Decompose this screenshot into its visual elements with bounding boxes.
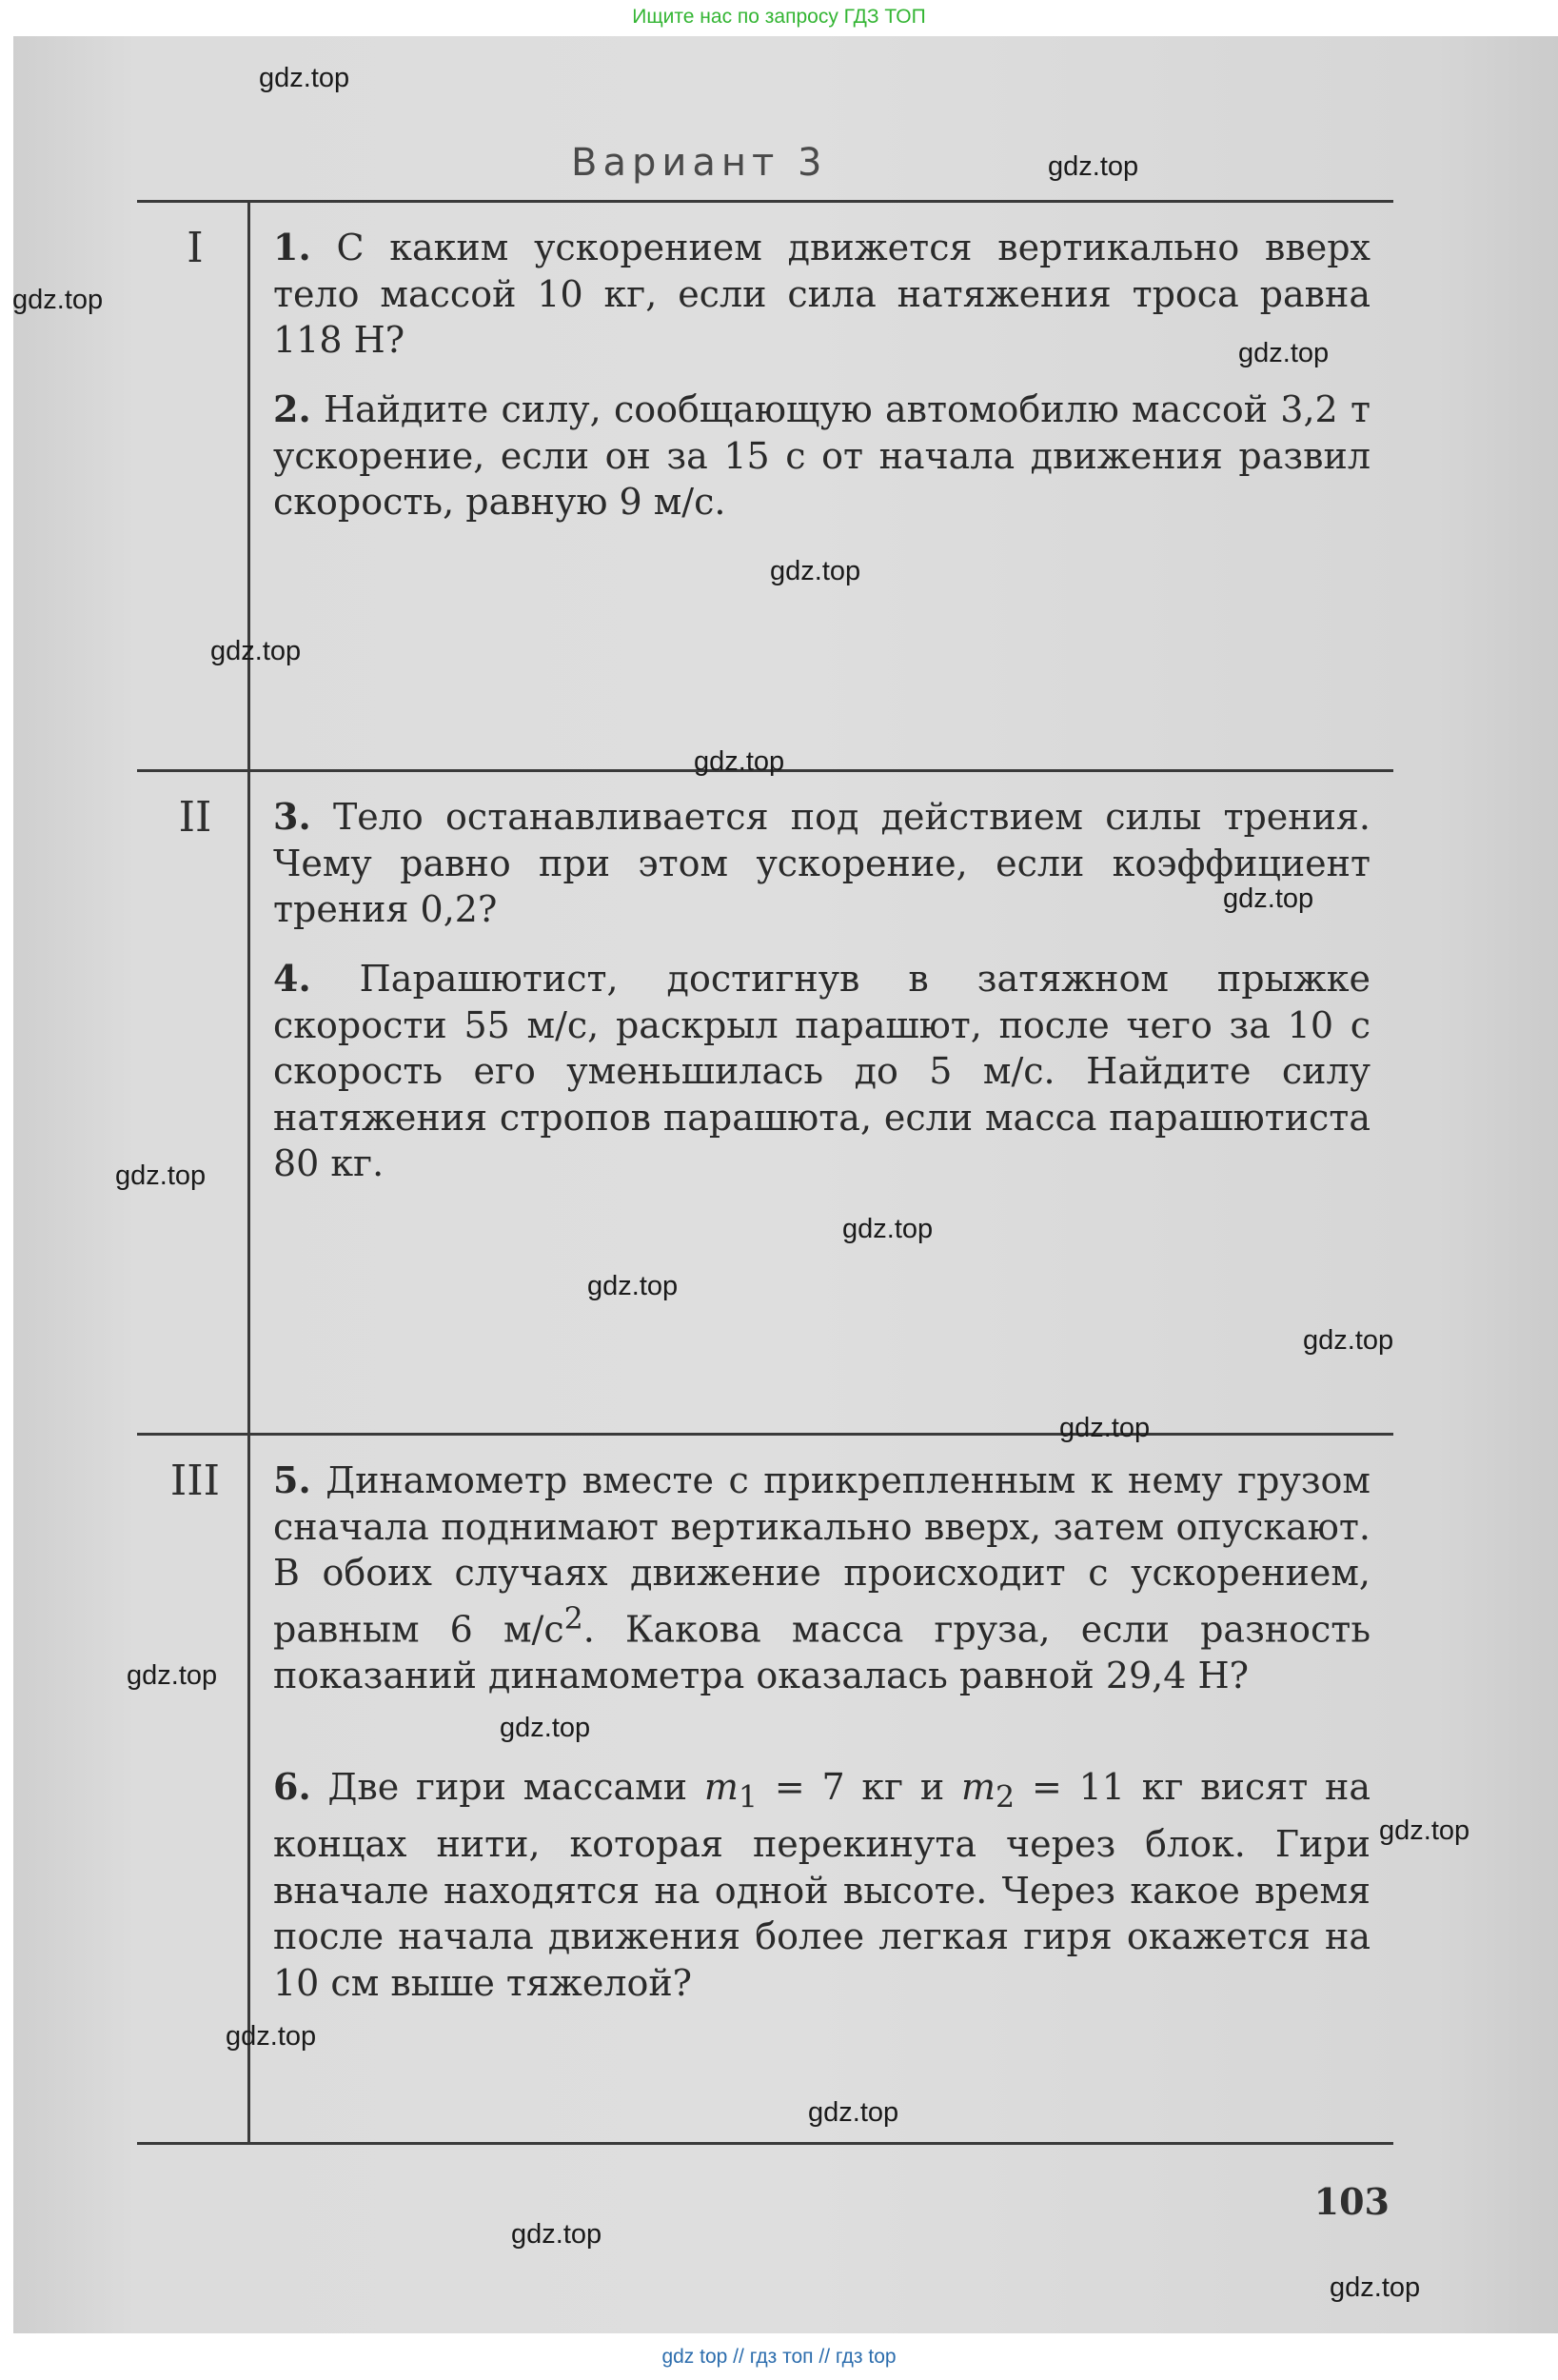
problem-2 — [273, 387, 1371, 526]
footer-separator: // — [818, 2346, 831, 2368]
footer-links — [0, 2334, 1558, 2380]
watermark: gdz.top — [694, 746, 785, 777]
watermark: gdz.top — [808, 2097, 899, 2128]
site-banner: Ищите нас по запросу ГДЗ ТОП — [632, 6, 926, 28]
watermark: gdz.top — [1379, 1815, 1470, 1846]
problem-text: Две гири массами — [327, 1766, 704, 1808]
watermark: gdz.top — [127, 1660, 218, 1691]
problem-text: Парашютист, достигнув в затяжном прыжке скорости 55 м/с, раскрыл парашют, после чего за 10 с скорость его уменьшилась до 5 м/с. Найдите силу натяжения стропов парашюта, если масса парашютиста 80 кг. — [273, 958, 1371, 1184]
watermark: gdz.top — [1048, 151, 1139, 182]
footer-link[interactable]: гдз top — [835, 2346, 897, 2368]
watermark: gdz.top — [12, 285, 104, 315]
watermark: gdz.top — [1059, 1413, 1151, 1443]
watermark: gdz.top — [259, 63, 350, 93]
table-bottom-rule — [137, 2142, 1393, 2145]
problem-text: = 7 кг и — [758, 1766, 961, 1808]
footer-link[interactable]: gdz top — [661, 2346, 728, 2368]
section-divider — [137, 1433, 1393, 1436]
watermark: gdz.top — [587, 1271, 679, 1301]
watermark: gdz.top — [210, 636, 302, 666]
variable-m: m — [961, 1766, 996, 1808]
watermark: gdz.top — [115, 1160, 207, 1191]
problem-text: . Какова масса груза, если разность показаний динамометра оказалась равной 29,4 Н? — [273, 1608, 1371, 1696]
watermark: gdz.top — [770, 556, 861, 586]
footer-link[interactable]: гдз топ — [749, 2346, 814, 2368]
problem-text: Динамометр вместе с прикрепленным к нему грузом сначала поднимают вертикально вверх, затем опускают. В обоих случаях движение происходит с ускорением, равным 6 м/с — [273, 1459, 1371, 1651]
column-divider — [247, 202, 250, 2142]
problem-text: С каким ускорением движется вертикально вверх тело массой 10 кг, если сила натяжения троса равна 118 Н? — [273, 227, 1371, 361]
subscript: 2 — [996, 1780, 1016, 1815]
problem-number: 2. — [273, 387, 311, 430]
problem-number: 6. — [273, 1765, 311, 1808]
watermark: gdz.top — [511, 2219, 602, 2250]
problem-text: = 11 кг висят на концах нити, которая перекинута через блок. Гири вначале находятся на одной высоте. Через какое время после начала движения более легкая гиря окажется на 10 см выше тяжелой? — [273, 1766, 1371, 2004]
problem-1 — [273, 225, 1371, 364]
watermark: gdz.top — [1238, 338, 1330, 368]
watermark: gdz.top — [1223, 883, 1314, 914]
footer-separator: // — [733, 2346, 744, 2368]
problem-number: 1. — [273, 226, 311, 268]
page-title: Вариант 3 — [571, 141, 828, 185]
problem-number: 3. — [273, 795, 311, 838]
table-top-rule — [137, 200, 1393, 203]
page-number: 103 — [1313, 2180, 1390, 2223]
watermark: gdz.top — [842, 1214, 934, 1244]
section-label-i: I — [187, 224, 204, 272]
watermark: gdz.top — [500, 1713, 591, 1743]
section-label-ii: II — [178, 793, 212, 842]
watermark: gdz.top — [1330, 2272, 1421, 2303]
subscript: 1 — [738, 1780, 759, 1815]
problem-text: Найдите силу, сообщающую автомобилю массой 3,2 т ускорение, если он за 15 с от начала движения развил скорость, равную 9 м/с. — [273, 388, 1371, 523]
problem-number: 4. — [273, 957, 311, 1000]
problem-5 — [273, 1458, 1371, 1698]
problem-3 — [273, 794, 1371, 933]
variable-m: m — [703, 1766, 739, 1808]
problem-number: 5. — [273, 1458, 311, 1501]
superscript: 2 — [563, 1601, 583, 1636]
section-label-iii: III — [169, 1457, 221, 1505]
watermark: gdz.top — [1303, 1325, 1394, 1356]
problem-text: Тело останавливается под действием силы трения. Чему равно при этом ускорение, если коэффициент трения 0,2? — [273, 796, 1371, 930]
problem-6 — [273, 1764, 1371, 2006]
problem-4 — [273, 956, 1371, 1187]
watermark: gdz.top — [226, 2021, 317, 2052]
